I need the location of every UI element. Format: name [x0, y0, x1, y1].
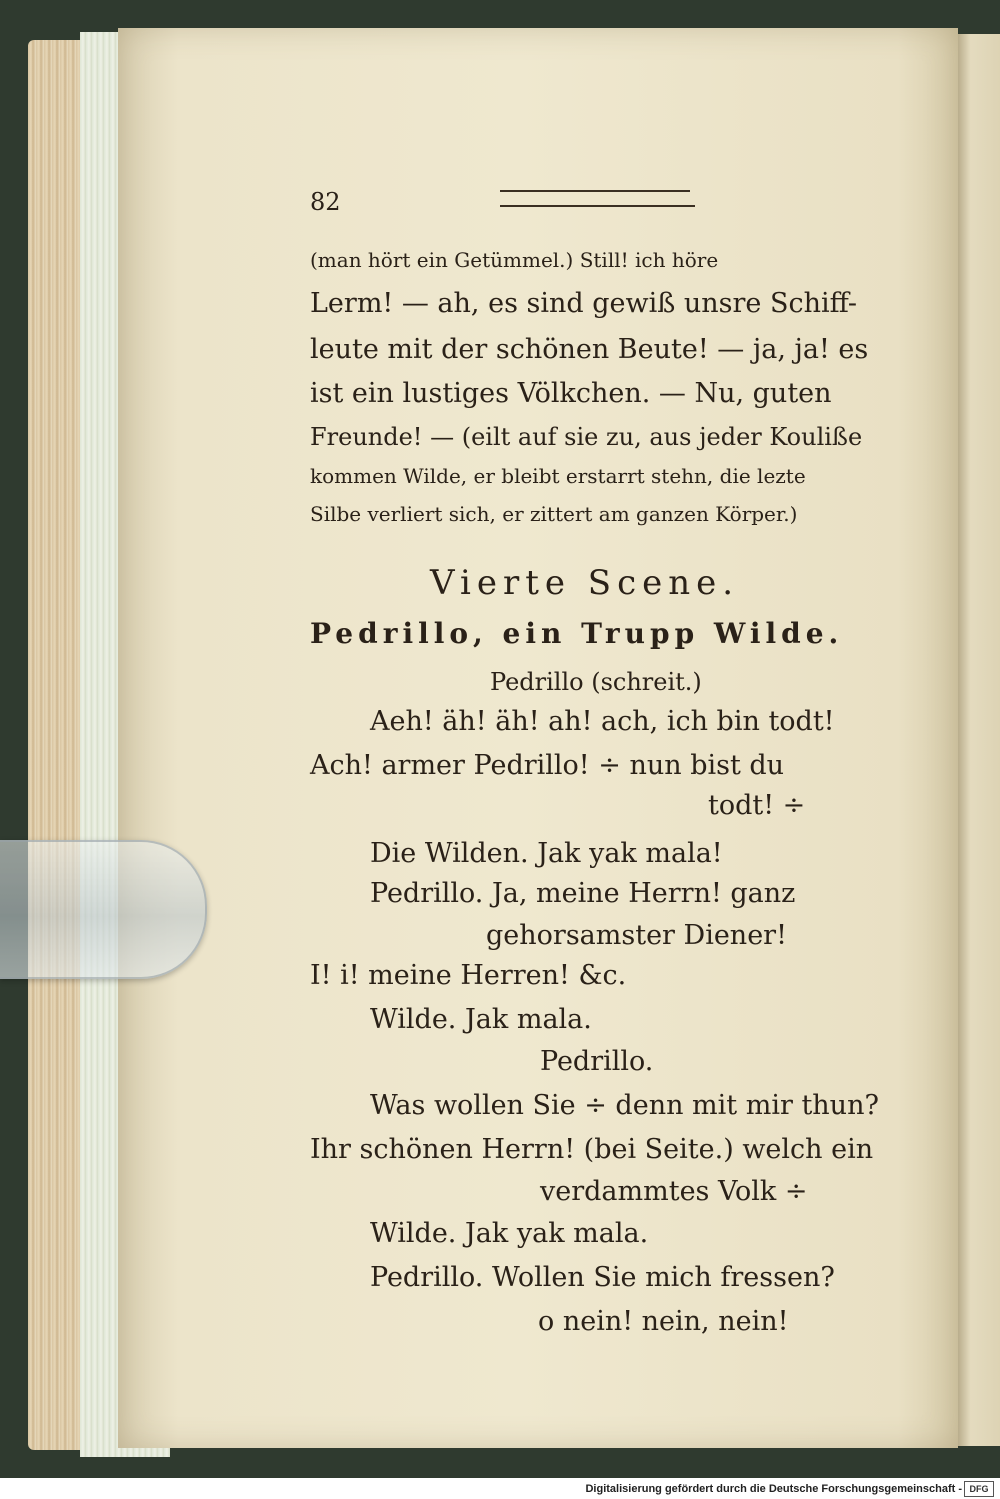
header-rule-bottom: [500, 205, 695, 207]
song-line-2: Ach! armer Pedrillo! ÷ nun bist du: [310, 750, 785, 781]
scene-cast: Pedrillo, ein Trupp Wilde.: [310, 617, 844, 650]
song-line-7: I! i! meine Herren! &c.: [310, 960, 627, 991]
footer-credit: Digitalisierung gefördert durch die Deutsche Forschungsgemeinschaft -: [585, 1483, 962, 1495]
text-line-2: Lerm! — ah, es sind gewiß unsre Schiff-: [310, 288, 857, 319]
text-line-7: Silbe verliert sich, er zittert am ganzen Körper.): [310, 502, 798, 526]
song-line-9: Pedrillo.: [540, 1046, 654, 1077]
song-line-6: gehorsamster Diener!: [486, 920, 787, 951]
header-rule-top: [500, 190, 690, 192]
next-page-edge: [958, 34, 1000, 1446]
song-line-1: Aeh! äh! äh! ah! ach, ich bin todt!: [370, 706, 835, 737]
page-number: 82: [310, 188, 341, 216]
song-line-14: Pedrillo. Wollen Sie mich fressen?: [370, 1262, 835, 1293]
speaker-pedrillo: Pedrillo (schreit.): [490, 668, 702, 696]
text-line-6: kommen Wilde, er bleibt erstarrt stehn, die lezte: [310, 464, 806, 488]
song-line-3: todt! ÷: [708, 790, 806, 821]
dfg-logo: DFG: [964, 1481, 994, 1497]
book-clamp: [0, 840, 207, 979]
song-line-4: Die Wilden. Jak yak mala!: [370, 838, 723, 869]
song-line-13: Wilde. Jak yak mala.: [370, 1218, 649, 1249]
song-line-12: verdammtes Volk ÷: [540, 1176, 808, 1207]
song-line-8: Wilde. Jak mala.: [370, 1004, 592, 1035]
scene-title: Vierte Scene.: [430, 563, 740, 603]
song-line-15: o nein! nein, nein!: [538, 1306, 789, 1337]
text-line-3: leute mit der schönen Beute! — ja, ja! es: [310, 334, 869, 365]
text-line-5: Freunde! — (eilt auf sie zu, aus jeder Kouliße: [310, 423, 863, 451]
song-line-11: Ihr schönen Herrn! (bei Seite.) welch ein: [310, 1134, 874, 1165]
song-line-5: Pedrillo. Ja, meine Herrn! ganz: [370, 878, 796, 909]
text-line-4: ist ein lustiges Völkchen. — Nu, guten: [310, 378, 832, 409]
text-line-1: (man hört ein Getümmel.) Still! ich höre: [310, 248, 719, 272]
song-line-10: Was wollen Sie ÷ denn mit mir thun?: [370, 1090, 879, 1121]
